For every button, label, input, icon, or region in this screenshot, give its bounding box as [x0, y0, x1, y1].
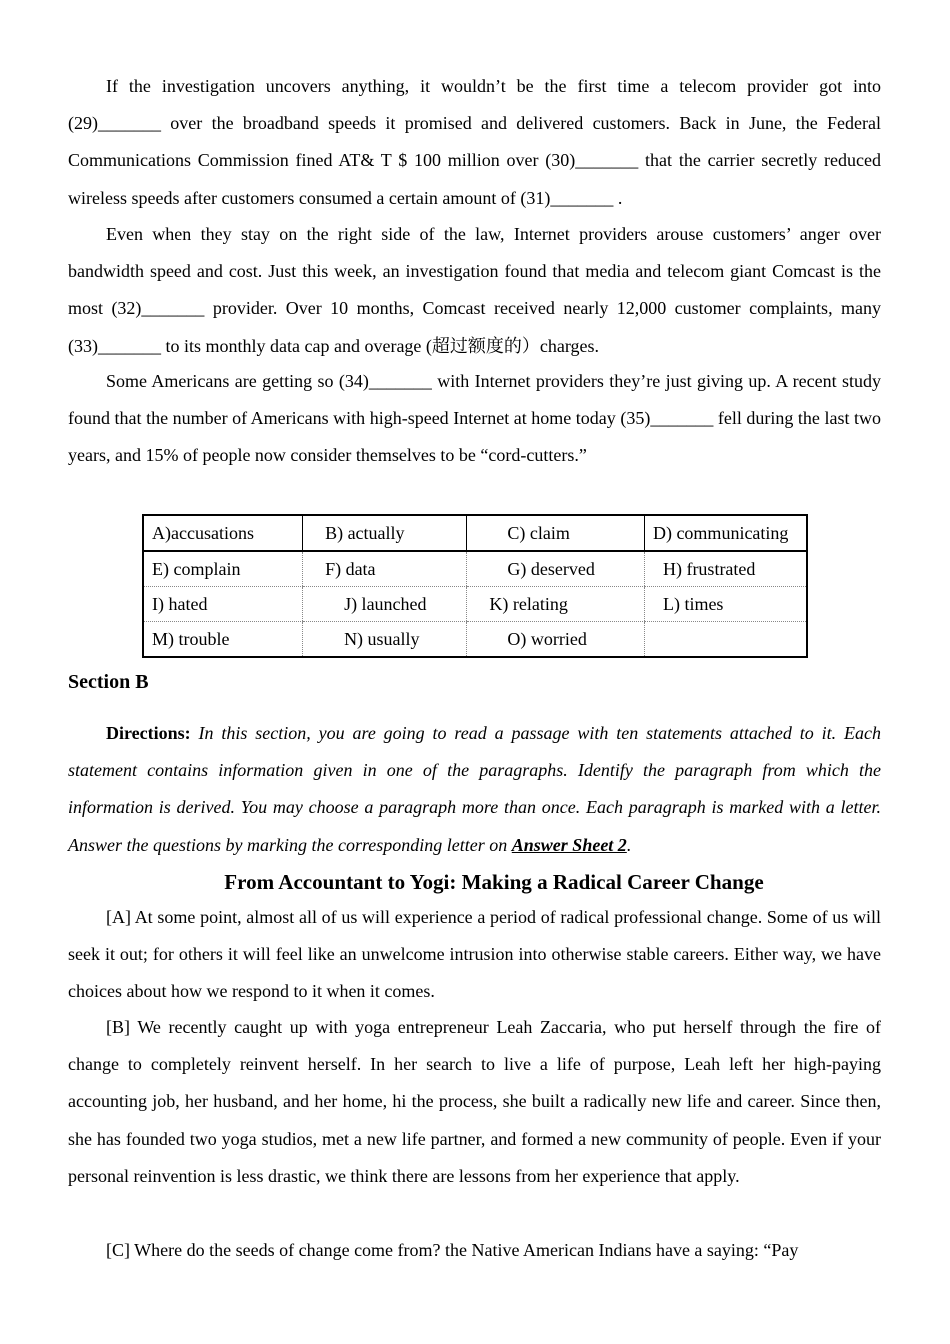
word-option: D) communicating — [644, 515, 807, 551]
word-bank — [142, 514, 808, 658]
word-option: M) trouble — [152, 628, 230, 649]
word-option: G) deserved — [467, 551, 645, 587]
blank-29: (29)_______ — [68, 113, 161, 134]
word-option: L) times — [644, 587, 807, 622]
word-option-empty — [644, 622, 807, 658]
word-option: A)accusations — [143, 515, 303, 551]
text-run: Even when they stay on the right side of the law, Internet providers arouse customers’ anger over bandwidth speed and cost. Just this week, an investigation found that media and telecom giant Comcast is the most — [68, 224, 881, 319]
blank-32: (32)_______ — [111, 298, 205, 319]
word-bank-row — [143, 587, 807, 622]
word-option: I) hated — [143, 587, 303, 622]
word-option: C) claim — [467, 515, 645, 551]
paragraph-A: [A] At some point, almost all of us will experience a period of radical professional change. Some of us will seek it out; for others it will feel like an unwelcome intrusion into otherwise stable careers. Either way, we have choices about how we respond to it when it comes. — [68, 907, 881, 1002]
blank-35: (35)_______ — [620, 408, 714, 429]
text-run: that the carrier secretly reduced wireless speeds after customers consumed a certain amount of — [68, 150, 881, 208]
word-bank-table — [142, 514, 808, 658]
text-run: to its monthly data cap and overage (超过额度的）charges. — [161, 335, 600, 356]
word-option: E) complain — [143, 551, 303, 587]
text-run: fell during the last two years, and 15% of people now consider themselves to be “cord-cutters.” — [68, 408, 881, 466]
word-bank-row — [143, 515, 807, 551]
blank-31: (31)_______ — [520, 187, 614, 208]
paragraph-B: [B] We recently caught up with yoga entrepreneur Leah Zaccaria, who put herself through the fire of change to completely reinvent herself. In her search to live a life of purpose, Leah left her high-paying accounting job, her husband, and her home, hi the process, she built a radically new life and career. Since then, she has founded two yoga studios, met a new life partner, and formed a new community of people. Even if your personal reinvention is less drastic, we think there are lessons from her experience that apply. — [68, 1017, 881, 1186]
directions-label: Directions: — [106, 723, 191, 743]
word-option: H) frustrated — [644, 551, 807, 587]
paragraph-C: [C] Where do the seeds of change come from? the Native American Indians have a saying: “Pay — [106, 1240, 799, 1260]
text-run: with Internet providers they’re just giving up. A recent study found that the number of Americans with high-speed Internet at home today — [68, 371, 881, 429]
text-run: provider. Over 10 months, Comcast received nearly 12,000 customer complaints, many — [204, 298, 881, 319]
passage-title: From Accountant to Yogi: Making a Radical Career Change — [224, 870, 764, 894]
text-run: Some Americans are getting so — [106, 371, 339, 391]
directions-period: . — [626, 834, 632, 855]
paragraph-cloze-3 — [68, 363, 881, 475]
paragraph-cloze-1 — [68, 68, 881, 217]
word-bank-row — [143, 551, 807, 587]
word-option: B) actually — [303, 515, 467, 551]
text-run: If the investigation uncovers anything, it wouldn’t be the first time a telecom provider got into — [106, 76, 881, 96]
blank-30: (30)_______ — [545, 150, 639, 171]
blank-34: (34)_______ — [338, 371, 432, 391]
word-bank-row — [143, 622, 807, 658]
word-option: F) data — [303, 551, 467, 587]
answer-sheet-ref: Answer Sheet 2 — [511, 834, 627, 855]
paragraph-cloze-2 — [68, 216, 881, 365]
directions-text: In this section, you are going to read a passage with ten statements attached to it. Each statement contains information given in one of the paragraphs. Identify the paragraph from which the information is derived. You may choose a paragraph more than once. Each paragraph is marked with a letter. Answer the questions by marking the corresponding letter on — [68, 723, 881, 855]
text-run: over the broadband speeds it promised and delivered customers. Back in June, the Federal Communications Commission fined AT& T $ 100 million over — [68, 113, 881, 171]
directions — [68, 715, 881, 864]
section-title: Section B — [68, 671, 149, 693]
blank-33: (33)_______ — [68, 335, 161, 356]
word-option: N) usually — [303, 622, 467, 658]
word-option: K) relating — [467, 587, 645, 622]
text-run: . — [613, 187, 623, 208]
word-option: J) launched — [303, 587, 467, 622]
word-option: O) worried — [467, 622, 645, 658]
